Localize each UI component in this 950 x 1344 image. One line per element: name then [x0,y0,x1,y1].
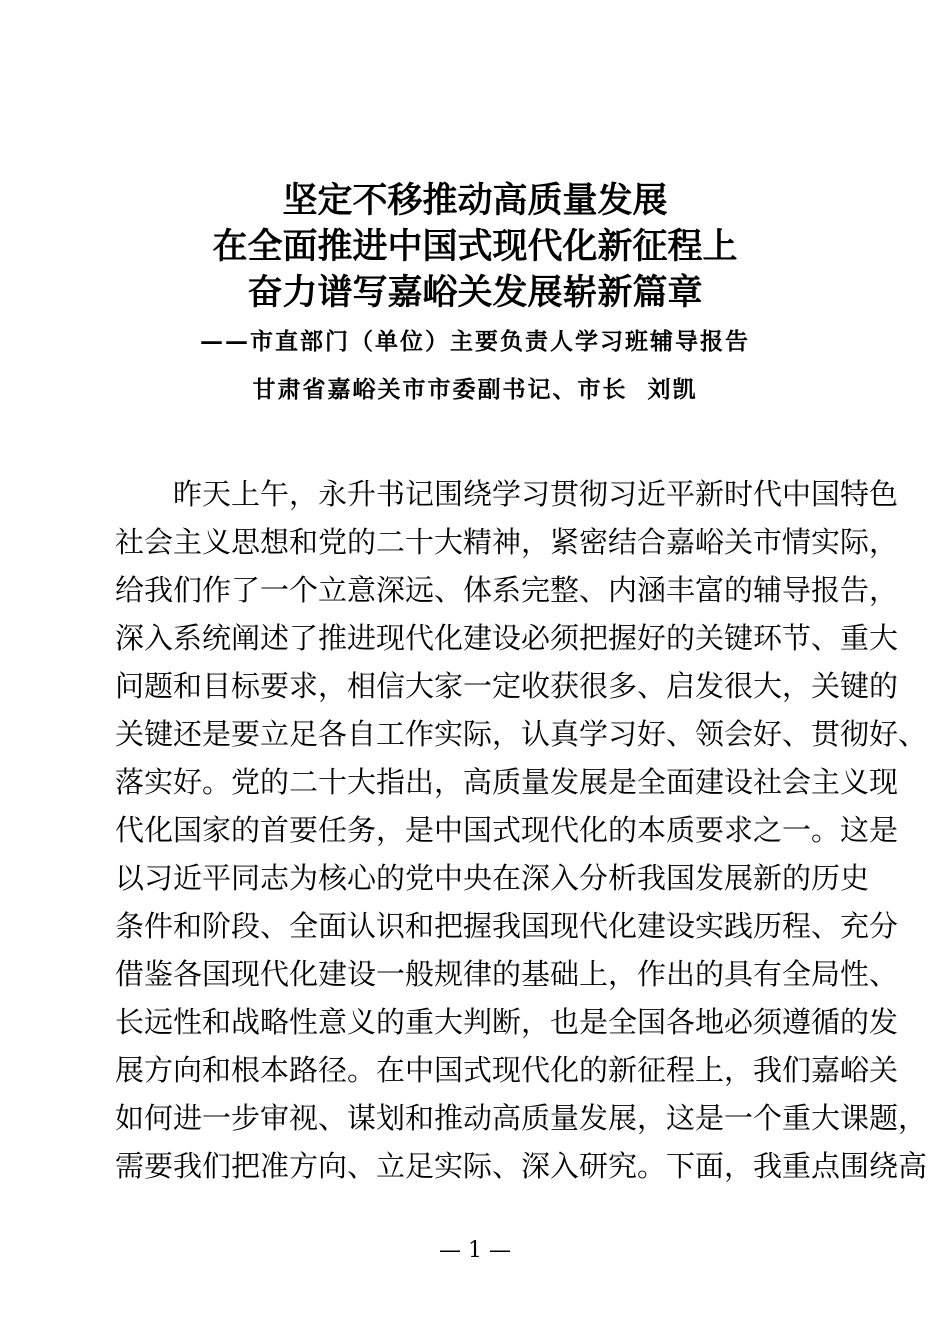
body-line: 借鉴各国现代化建设一般规律的基础上，作出的具有全局性、 [115,957,899,991]
body-line: 长远性和战略性意义的重大判断，也是全国各地必须遵循的发 [115,1005,899,1039]
body-line: 深入系统阐述了推进现代化建设必须把握好的关键环节、重大 [115,621,899,655]
body-line: 昨天上午，永升书记围绕学习贯彻习近平新时代中国特色 [173,477,899,511]
subtitle: ——市直部门（单位）主要负责人学习班辅导报告 [200,328,750,355]
body-line: 社会主义思想和党的二十大精神，紧密结合嘉峪关市情实际， [115,525,899,559]
title-line-1: 坚定不移推动高质量发展 [282,181,668,221]
title-line-3: 奋力谱写嘉峪关发展崭新篇章 [247,273,703,313]
body-line: 如何进一步审视、谋划和推动高质量发展，这是一个重大课题， [115,1101,928,1135]
author: 甘肃省嘉峪关市市委副书记、市长 刘凯 [252,376,698,403]
body-line: 条件和阶段、全面认识和把握我国现代化建设实践历程、充分 [115,909,899,943]
body-text [115,470,928,1190]
title-line-2: 在全面推进中国式现代化新征程上 [212,227,738,267]
body-line: 需要我们把准方向、立足实际、深入研究。下面，我重点围绕高 [115,1149,928,1183]
body-line: 关键还是要立足各自工作实际，认真学习好、领会好、贯彻好、 [115,717,928,751]
body-line: 代化国家的首要任务，是中国式现代化的本质要求之一。这是 [115,813,899,847]
body-line: 落实好。党的二十大指出，高质量发展是全面建设社会主义现 [115,765,899,799]
body-line: 问题和目标要求，相信大家一定收获很多、启发很大，关键的 [115,669,899,703]
body-line: 展方向和根本路径。在中国式现代化的新征程上，我们嘉峪关 [115,1053,899,1087]
page-number: — 1 — [439,1238,511,1263]
body-line: 以习近平同志为核心的党中央在深入分析我国发展新的历史 [115,861,870,895]
body-line: 给我们作了一个立意深远、体系完整、内涵丰富的辅导报告， [115,573,899,607]
